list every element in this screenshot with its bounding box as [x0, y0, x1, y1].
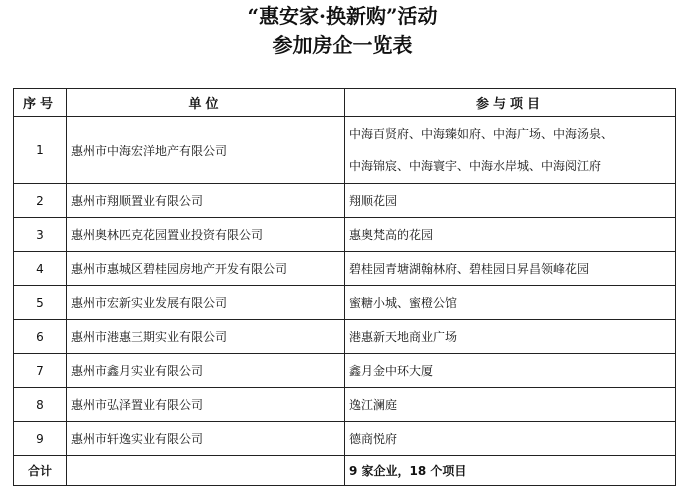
page-title: “惠安家·换新购”活动: [247, 4, 438, 28]
header-projects: 参与项目: [345, 89, 676, 117]
table-row: [14, 388, 676, 422]
row-projects: 逸江澜庭: [345, 388, 676, 422]
row-projects: 德商悦府: [345, 422, 676, 456]
row-unit: 惠州市鑫月实业有限公司: [67, 354, 345, 388]
total-summary: 9 家企业，18 个项目: [345, 456, 676, 486]
row-index: 3: [14, 218, 67, 252]
table-row: [14, 184, 676, 218]
table-row: [14, 320, 676, 354]
row-index: 6: [14, 320, 67, 354]
row-projects-line: 中海锦宸、中海寰宇、中海水岸城、中海阅江府: [349, 159, 602, 173]
row-index: 1: [14, 117, 67, 184]
page-subtitle: 参加房企一览表: [272, 33, 413, 57]
row-unit: 惠州市弘泽置业有限公司: [67, 388, 345, 422]
row-projects: 港惠新天地商业广场: [345, 320, 676, 354]
row-index: 2: [14, 184, 67, 218]
table-row: [14, 422, 676, 456]
table-row: [14, 117, 676, 184]
total-row: [14, 456, 676, 486]
row-index: 4: [14, 252, 67, 286]
row-unit: 惠州市惠城区碧桂园房地产开发有限公司: [67, 252, 345, 286]
row-projects: 翔顺花园: [345, 184, 676, 218]
row-projects: 碧桂园青塘湖翰林府、碧桂园日昇昌领峰花园: [345, 252, 676, 286]
table-row: [14, 354, 676, 388]
table-row: [14, 218, 676, 252]
row-projects: 惠奥梵高的花园: [345, 218, 676, 252]
row-unit: 惠州市港惠三期实业有限公司: [67, 320, 345, 354]
table-header-row: [14, 89, 676, 117]
row-projects: [345, 117, 676, 184]
developer-list-table: [13, 88, 676, 486]
total-label: 合计: [14, 456, 67, 486]
total-unit-empty: [67, 456, 345, 486]
row-unit: 惠州市中海宏洋地产有限公司: [67, 117, 345, 184]
row-index: 8: [14, 388, 67, 422]
row-unit: 惠州市轩逸实业有限公司: [67, 422, 345, 456]
header-index: 序号: [14, 89, 67, 117]
row-projects: 鑫月金中环大厦: [345, 354, 676, 388]
row-projects: 蜜糖小城、蜜橙公馆: [345, 286, 676, 320]
table-row: [14, 252, 676, 286]
row-unit: 惠州奥林匹克花园置业投资有限公司: [67, 218, 345, 252]
row-unit: 惠州市宏新实业发展有限公司: [67, 286, 345, 320]
row-index: 9: [14, 422, 67, 456]
table-row: [14, 286, 676, 320]
header-unit: 单位: [67, 89, 345, 117]
row-index: 5: [14, 286, 67, 320]
row-index: 7: [14, 354, 67, 388]
row-projects-line: 中海百贤府、中海臻如府、中海广场、中海汤泉、: [349, 127, 614, 141]
row-unit: 惠州市翔顺置业有限公司: [67, 184, 345, 218]
